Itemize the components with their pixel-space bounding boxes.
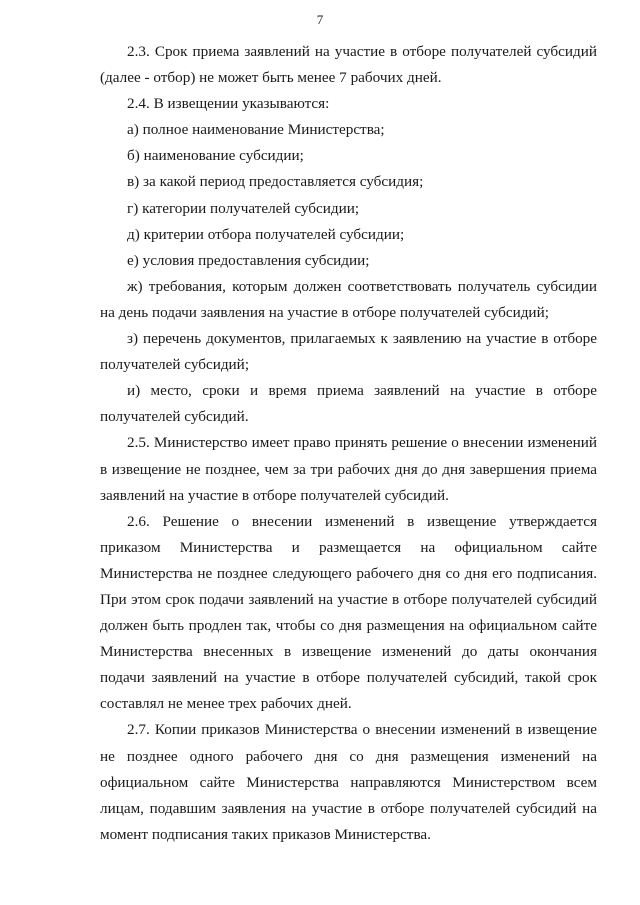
paragraph-2-4: 2.4. В извещении указываются: bbox=[127, 95, 330, 113]
paragraph-2-5: 2.5. Министерство имеет право принять решение о внесении изменений в извещение не позднее, чем за три рабочих дня до дня завершения приема заявлений на участие в отборе получателей субсидий. bbox=[100, 434, 597, 504]
list-item-e: е) условия предоставления субсидии; bbox=[127, 251, 370, 269]
list-item-g: г) категории получателей субсидии; bbox=[127, 199, 360, 217]
list-item-z: з) перечень документов, прилагаемых к заявлению на участие в отборе получателей субсидий; bbox=[100, 330, 597, 374]
list-item-a: а) полное наименование Министерства; bbox=[127, 121, 385, 139]
page-number: 7 bbox=[316, 12, 324, 27]
list-item-b: б) наименование субсидии; bbox=[127, 147, 304, 165]
list-item-zh: ж) требования, которым должен соответствовать получатель субсидии на день подачи заявления на участие в отборе получателей субсидий; bbox=[100, 277, 597, 321]
paragraph-2-6: 2.6. Решение о внесении изменений в извещение утверждается приказом Министерства и размещается на официальном сайте Министерства не позднее следующего рабочего дня со дня его подписания. При этом срок подачи заявлений на участие в отборе получателей субсидий должен быть продлен так, чтобы со дня размещения на официальном сайте Министерства внесенных в извещение изменений до даты окончания подачи заявлений на участие в отборе получателей субсидий, такой срок составлял не менее трех рабочих дней. bbox=[100, 512, 597, 713]
list-item-v: в) за какой период предоставляется субсидия; bbox=[127, 173, 424, 191]
list-item-d: д) критерии отбора получателей субсидии; bbox=[127, 225, 405, 243]
document-body bbox=[100, 39, 597, 848]
list-item-i: и) место, сроки и время приема заявлений на участие в отборе получателей субсидий. bbox=[100, 382, 597, 426]
paragraph-2-7: 2.7. Копии приказов Министерства о внесении изменений в извещение не позднее одного рабочего дня со дня размещения изменений на официальном сайте Министерства направляются Министерством всем лицам, подавшим заявления на участие в отборе получателей субсидий на момент подписания таких приказов Министерства. bbox=[100, 721, 597, 843]
paragraph-2-3: 2.3. Срок приема заявлений на участие в отборе получателей субсидий (далее - отбор) не может быть менее 7 рабочих дней. bbox=[100, 43, 597, 87]
